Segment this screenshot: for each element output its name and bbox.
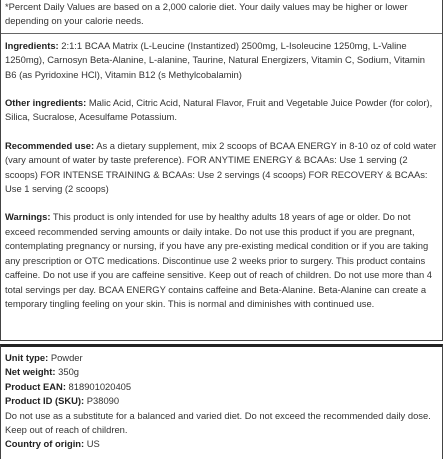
origin-label: Country of origin: [5, 438, 85, 450]
other-ingredients-section [5, 96, 438, 125]
warnings-text: This product is only intended for use by healthy adults 18 years of age or older. Do not exceed recommended serving amounts or daily intake. Do not use this product if you are pregnant, contemplating pregnancy or nursing, if you have any pre-existing medical condition or if you are taking any prescription or OTC medications. Discontinue use 2 weeks prior to surgery. This product contains caffeine. Do not use if you are caffeine sensitive. Keep out of reach of children. Do not use more than 4 total servings per day. BCAA ENERGY contains caffeine and Beta-Alanine. Beta-Alanine can create a temporary tingling feeling on your skin. This is normal and diminishes with continued use. [5, 211, 432, 309]
unit-type-row [5, 351, 438, 365]
net-weight-row [5, 365, 438, 379]
warnings-label: Warnings: [5, 211, 51, 223]
sku-label: Product ID (SKU): [5, 395, 85, 407]
origin-value: US [86, 438, 100, 450]
ingredients-section [5, 39, 438, 82]
ean-value: 818901020405 [68, 380, 132, 392]
ean-label: Product EAN: [5, 380, 66, 392]
warnings-section [5, 210, 438, 311]
recommended-use-label: Recommended use: [5, 139, 95, 151]
unit-type-value: Powder [50, 352, 83, 363]
ingredients-label: Ingredients: [5, 39, 59, 51]
sku-row [5, 394, 438, 408]
divider [1, 33, 442, 34]
product-details-panel [0, 344, 443, 459]
diet-disclaimer: Do not use as a substitute for a balanced and varied diet. Do not exceed the recommended daily dose. Keep out of reach of children. [5, 409, 431, 436]
sku-value: P38090 [86, 395, 120, 407]
net-weight-value: 350g [58, 366, 79, 378]
unit-type-label: Unit type: [5, 352, 49, 363]
recommended-use-text: As a dietary supplement, mix 2 scoops of BCAA ENERGY in 8-10 oz of cold water (vary amount of water by taste preference). FOR ANYTIME ENERGY & BCAAs: Use 1 serving (2 scoops) FOR INTENSE TRAINING & BCAAs: Use 2 servings (4 scoops) FOR RECOVERY & BCAAs: Use 1 serving (2 scoops) [5, 139, 437, 195]
daily-values-note: *Percent Daily Values are based on a 2,000 calorie diet. Your daily values may be higher or lower depending on your calorie needs. [5, 1, 408, 27]
recommended-use-section [5, 139, 438, 197]
other-ingredients-text: Malic Acid, Citric Acid, Natural Flavor, Fruit and Vegetable Juice Powder (for color), Silica, Sucralose, Acesulfame Potassium. [5, 97, 433, 123]
ingredients-text: 2:1:1 BCAA Matrix (L-Leucine (Instantized) 2500mg, L-Isoleucine 1250mg, L-Valine 1250mg), Carnosyn Beta-Alanine, L-alanine, Taurine, Natural Energizers, Vitamin C, Sodium, Vitamin B6 (as Pyridoxine HCl), Vitamin B12 (s Methylcobalamin) [5, 39, 426, 80]
origin-row [5, 437, 438, 451]
net-weight-label: Net weight: [5, 366, 56, 378]
other-ingredients-label: Other ingredients: [5, 97, 87, 109]
ean-row [5, 380, 438, 394]
